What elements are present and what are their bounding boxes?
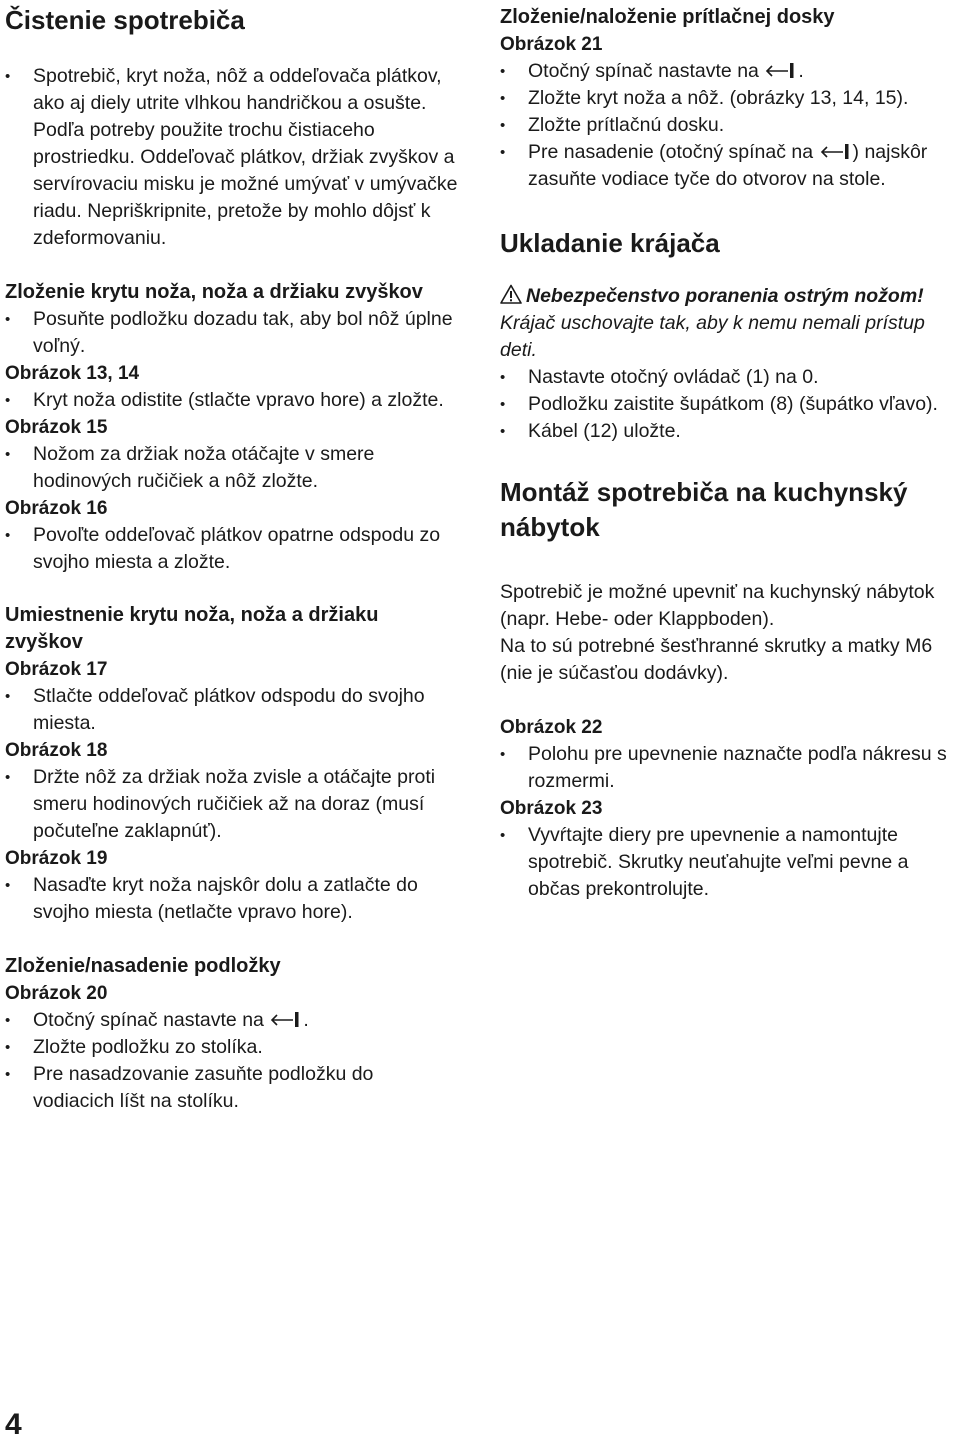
sec4-heading: Zloženie/naloženie prítlačnej dosky	[500, 6, 835, 28]
list-item: • Polohu pre upevnenie naznačte podľa nákresu s rozmermi.	[500, 741, 958, 795]
arrow-left-bar-icon	[819, 142, 853, 160]
sec1-list-a	[5, 306, 460, 360]
list-item	[500, 58, 958, 85]
list-item-text-end: .	[798, 60, 804, 82]
list-item: • Podložku zaistite šupátkom (8) (šupátko vľavo).	[500, 391, 958, 418]
figure-ref: Obrázok 18	[5, 740, 108, 761]
figure-ref: Obrázok 15	[5, 417, 108, 438]
cleaning-title: Čistenie spotrebiča	[5, 5, 245, 35]
arrow-left-bar-icon	[269, 1010, 303, 1028]
list-item: • Nasaďte kryt noža najskôr dolu a zatlačte do svojho miesta (netlačte vpravo hore).	[5, 872, 460, 926]
list-item-text: Otočný spínač nastavte na	[528, 60, 759, 82]
list-item: • Stlačte oddeľovač plátkov odspodu do svojho miesta.	[5, 683, 460, 737]
figure-ref: Obrázok 13, 14	[5, 363, 140, 384]
sec2-list-b	[5, 764, 460, 845]
list-item: • Zložte kryt noža a nôž. (obrázky 13, 14, 15).	[500, 85, 958, 112]
list-item: • Kryt noža odistite (stlačte vpravo hore) a zložte.	[5, 387, 460, 414]
sec1-list-d	[5, 522, 460, 576]
mount-title: Montáž spotrebiča na kuchynský nábytok	[500, 477, 908, 542]
sec4-list	[500, 58, 958, 193]
figure-ref: Obrázok 22	[500, 717, 603, 738]
list-item: • Povoľte oddeľovač plátkov opatrne odspodu zo svojho miesta a zložte.	[5, 522, 460, 576]
list-item: • Zložte podložku zo stolíka.	[5, 1034, 460, 1061]
figure-ref: Obrázok 19	[5, 848, 108, 869]
figure-ref: Obrázok 23	[500, 798, 603, 819]
warning-text: Krájač uschovajte tak, aby k nemu nemali prístup deti.	[500, 312, 925, 361]
cleaning-list	[5, 63, 460, 252]
mount-paragraph-2: Na to sú potrebné šesťhranné skrutky a matky M6 (nie je súčasťou dodávky).	[500, 635, 933, 684]
sec2-heading: Umiestnenie krytu noža, noža a držiaku zvyškov	[5, 604, 379, 653]
figure-ref: Obrázok 21	[500, 34, 603, 55]
arrow-left-bar-icon	[764, 61, 798, 79]
list-item-text-end: .	[303, 1009, 309, 1031]
list-item: • Vyvŕtajte diery pre upevnenie a namontujte spotrebič. Skrutky neuťahujte veľmi pevne a občas prekontrolujte.	[500, 822, 958, 903]
list-item	[500, 139, 958, 193]
page-number: 4	[5, 1408, 22, 1441]
list-item: • Pre nasadzovanie zasuňte podložku do vodiacich líšt na stolíku.	[5, 1061, 460, 1115]
warning-triangle-icon	[500, 284, 522, 304]
list-item-text: Otočný spínač nastavte na	[33, 1009, 264, 1031]
mount-list-a	[500, 741, 958, 795]
mount-paragraph-1: Spotrebič je možné upevniť na kuchynský nábytok (napr. Hebe- oder Klappboden).	[500, 581, 935, 630]
sec1-list-b	[5, 387, 460, 414]
list-item: • Zložte prítlačnú dosku.	[500, 112, 958, 139]
figure-ref: Obrázok 17	[5, 659, 108, 680]
warning-heading-text: Nebezpečenstvo poranenia ostrým nožom!	[526, 285, 924, 307]
sec2-list-a	[5, 683, 460, 737]
sec2-list-c	[5, 872, 460, 926]
list-item: • Posuňte podložku dozadu tak, aby bol nôž úplne voľný.	[5, 306, 460, 360]
list-item-text-end: ) najskôr zasuňte vodiace tyče do otvorov na stole.	[528, 141, 928, 190]
list-item-text: Pre nasadenie (otočný spínač na	[528, 141, 814, 163]
storage-title: Ukladanie krájača	[500, 228, 720, 258]
list-item: • Nastavte otočný ovládač (1) na 0.	[500, 364, 958, 391]
sec3-list	[5, 1007, 460, 1115]
list-item: • Kábel (12) uložte.	[500, 418, 958, 445]
list-item: • Spotrebič, kryt noža, nôž a oddeľovača plátkov, ako aj diely utrite vlhkou handričkou a osušte. Podľa potreby použite trochu čistiaceho prostriedku. Oddeľovač plátkov, držiak zvyškov a servírovaciu misku je možné umývať v umývačke riadu. Nepriškripnite, pretože by mohlo dôjsť k zdeformovaniu.	[5, 63, 460, 252]
list-item: • Nožom za držiak noža otáčajte v smere hodinových ručičiek a nôž zložte.	[5, 441, 460, 495]
figure-ref: Obrázok 16	[5, 498, 108, 519]
warning-heading	[500, 283, 958, 310]
left-column	[5, 0, 460, 1115]
sec3-heading: Zloženie/nasadenie podložky	[5, 955, 281, 977]
right-column	[500, 0, 958, 903]
storage-list	[500, 364, 958, 445]
list-item	[5, 1007, 460, 1034]
figure-ref: Obrázok 20	[5, 983, 108, 1004]
list-item: • Držte nôž za držiak noža zvisle a otáčajte proti smeru hodinových ručičiek až na doraz (musí počuteľne zaklapnúť).	[5, 764, 460, 845]
mount-list-b	[500, 822, 958, 903]
sec1-heading: Zloženie krytu noža, noža a držiaku zvyškov	[5, 281, 423, 303]
sec1-list-c	[5, 441, 460, 495]
